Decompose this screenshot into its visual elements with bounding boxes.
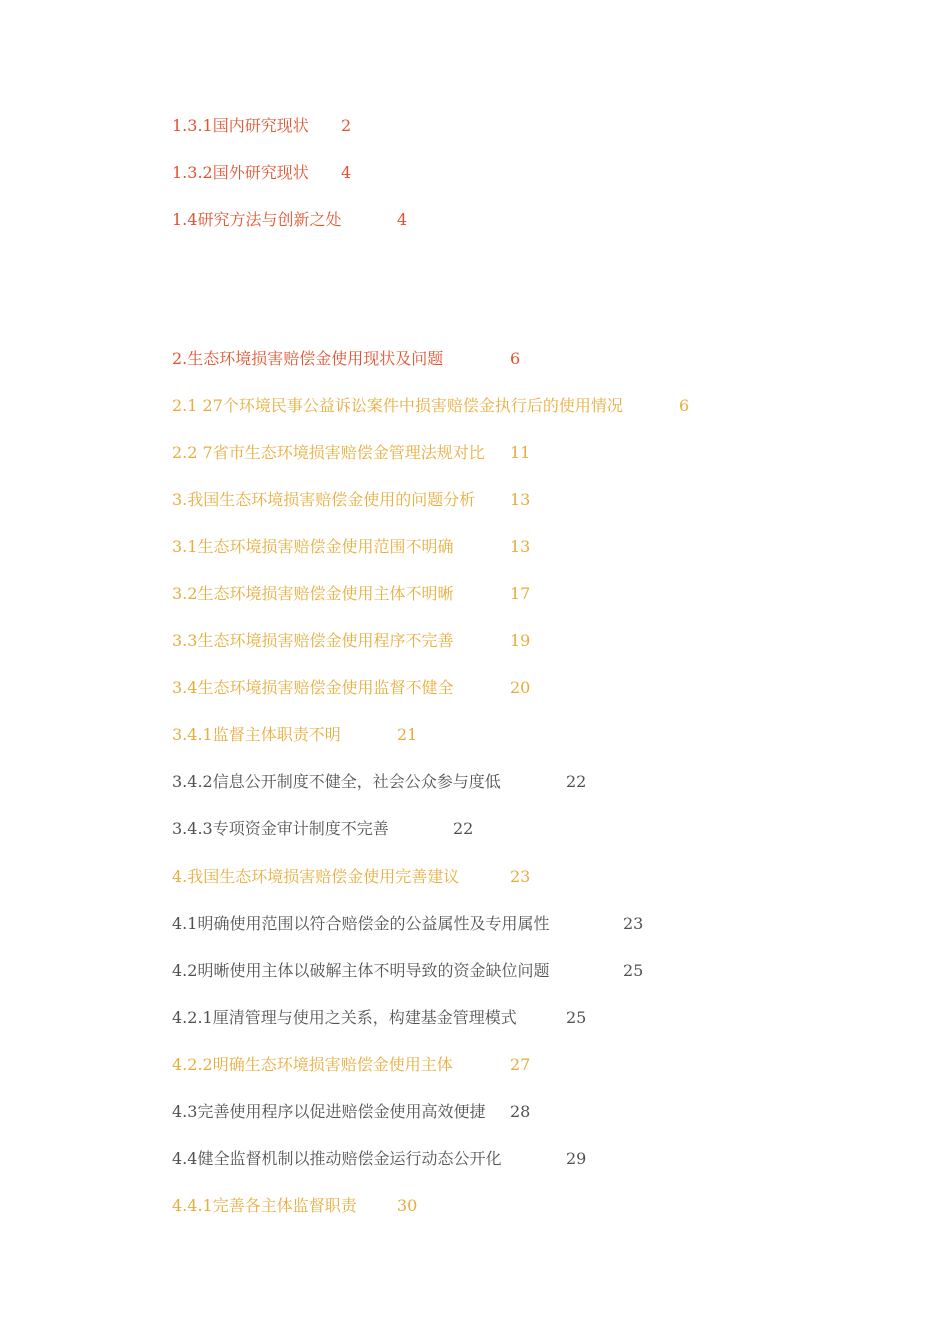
toc-entry-label: 2.生态环境损害赔偿金使用现状及问题 bbox=[172, 349, 444, 368]
toc-entry-page: 25 bbox=[623, 961, 644, 980]
toc-entry-page: 23 bbox=[623, 914, 644, 933]
toc-entry-page: 11 bbox=[510, 443, 531, 462]
toc-entry-page: 19 bbox=[510, 631, 531, 650]
toc-entry-label: 4.1明确使用范围以符合赔偿金的公益属性及专用属性 bbox=[172, 914, 550, 933]
toc-entry-label: 3.4.3专项资金审计制度不完善 bbox=[172, 819, 389, 838]
toc-entry-label: 1.3.2国外研究现状 bbox=[172, 163, 309, 182]
toc-entry-label: 4.4.1完善各主体监督职责 bbox=[172, 1196, 357, 1215]
toc-entry-label: 4.我国生态环境损害赔偿金使用完善建议 bbox=[172, 867, 460, 886]
toc-entry-page: 30 bbox=[397, 1196, 418, 1215]
toc-entry-page: 4 bbox=[341, 163, 352, 182]
toc-entry-page: 13 bbox=[510, 537, 531, 556]
toc-entry-page: 17 bbox=[510, 584, 531, 603]
toc-entry-label: 1.3.1国内研究现状 bbox=[172, 116, 309, 135]
toc-entry-label: 4.2.1厘清管理与使用之关系，构建基金管理模式 bbox=[172, 1008, 517, 1027]
toc-entry-label: 3.我国生态环境损害赔偿金使用的问题分析 bbox=[172, 490, 476, 509]
toc-entry-label: 4.2明晰使用主体以破解主体不明导致的资金缺位问题 bbox=[172, 961, 550, 980]
toc-entry-label: 3.2生态环境损害赔偿金使用主体不明晰 bbox=[172, 584, 454, 603]
toc-entry-page: 22 bbox=[453, 819, 474, 838]
toc-entry-page: 6 bbox=[679, 396, 690, 415]
toc-entry-label: 1.4研究方法与创新之处 bbox=[172, 210, 342, 229]
toc-entry-page: 28 bbox=[510, 1102, 531, 1121]
toc-entry-page: 27 bbox=[510, 1055, 531, 1074]
toc-entry-page: 4 bbox=[397, 210, 408, 229]
toc-entry-page: 2 bbox=[341, 116, 352, 135]
toc-entry-page: 6 bbox=[510, 349, 521, 368]
toc-entry-label: 2.2 7省市生态环境损害赔偿金管理法规对比 bbox=[172, 443, 485, 462]
toc-entry-label: 3.3生态环境损害赔偿金使用程序不完善 bbox=[172, 631, 454, 650]
toc-entry-label: 3.4.1监督主体职责不明 bbox=[172, 725, 341, 744]
toc-entry-label: 3.4.2信息公开制度不健全，社会公众参与度低 bbox=[172, 772, 501, 791]
toc-entry-page: 25 bbox=[566, 1008, 587, 1027]
toc-entry-page: 23 bbox=[510, 867, 531, 886]
toc-entry-label: 4.3完善使用程序以促进赔偿金使用高效便捷 bbox=[172, 1102, 486, 1121]
toc-entry-label: 3.4生态环境损害赔偿金使用监督不健全 bbox=[172, 678, 454, 697]
toc-entry-label: 4.2.2明确生态环境损害赔偿金使用主体 bbox=[172, 1055, 453, 1074]
toc-entry-label: 4.4健全监督机制以推动赔偿金运行动态公开化 bbox=[172, 1149, 502, 1168]
toc-entry-page: 22 bbox=[566, 772, 587, 791]
toc-entry-label: 2.1 27个环境民事公益诉讼案件中损害赔偿金执行后的使用情况 bbox=[172, 396, 623, 415]
toc-entry-page: 21 bbox=[397, 725, 418, 744]
toc-entry-page: 20 bbox=[510, 678, 531, 697]
toc-entry-page: 13 bbox=[510, 490, 531, 509]
toc-entry-label: 3.1生态环境损害赔偿金使用范围不明确 bbox=[172, 537, 454, 556]
toc-entry-page: 29 bbox=[566, 1149, 587, 1168]
